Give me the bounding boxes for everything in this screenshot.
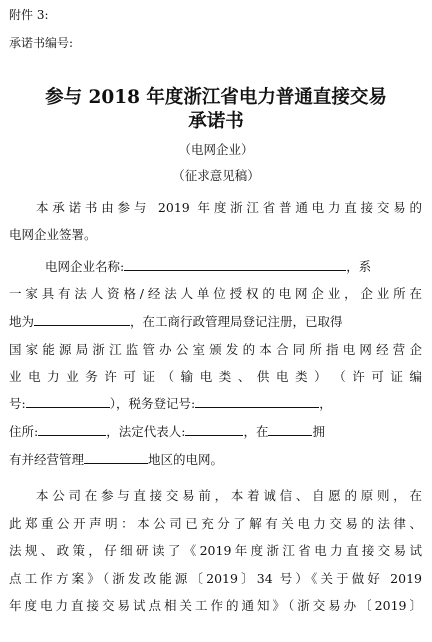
document-title-line1: 参与 2018 年度浙江省电力普通直接交易 — [45, 87, 387, 108]
statement-line-5: 年度电力直接交易试点相关工作的通知》（浙交易办〔2019〕 — [9, 598, 422, 613]
tax-number-blank[interactable] — [195, 395, 319, 408]
company-line-6 — [9, 395, 425, 413]
tax-number-label: ），税务登记号: — [109, 396, 196, 411]
operate-region-blank[interactable] — [84, 451, 148, 464]
company-line-2: 一家具有法人资格/经法人单位授权的电网企业，企业所在 — [9, 286, 422, 301]
statement-line-2: 此郑重公开声明：本公司已充分了解有关电力交易的法律、 — [9, 516, 422, 531]
location-label: 地为 — [9, 314, 35, 329]
license-number-blank[interactable] — [26, 395, 110, 408]
located-label: ，在 — [243, 424, 269, 439]
statement-line-3: 法规、政策，仔细研读了《2019年度浙江省电力直接交易试 — [9, 543, 422, 558]
intro-line-1: 本承诺书由参与 2019 年度浙江省普通电力直接交易的 — [36, 200, 422, 215]
company-line-6-tail: ， — [319, 396, 332, 411]
document-subtitle: （电网企业） — [178, 142, 254, 157]
legal-rep-blank[interactable] — [185, 423, 243, 436]
region-blank[interactable] — [268, 423, 312, 436]
company-line-4: 国家能源局浙江监管办公室颁发的本合同所指电网经营企 — [9, 342, 422, 357]
company-line-7-tail: 拥 — [312, 424, 325, 439]
company-line-8-tail: 地区的电网。 — [148, 452, 224, 467]
location-blank[interactable] — [34, 313, 130, 326]
company-line-8 — [9, 451, 425, 469]
document-title-line2: 承诺书 — [188, 111, 244, 132]
company-line-3 — [9, 313, 425, 331]
company-line-5: 业 电 力 业 务 许 可 证 （ 输 电 类 、 供 电 类 ） （ 许 可 证 编 — [9, 369, 422, 384]
draft-note: （征求意见稿） — [172, 168, 260, 183]
address-blank[interactable] — [38, 423, 106, 436]
license-number-label: 号: — [9, 396, 26, 411]
legal-rep-label: ，法定代表人: — [106, 424, 186, 439]
company-line-1-tail: ，系 — [346, 259, 372, 274]
operate-label: 有并经营管理 — [9, 452, 85, 467]
company-line-7 — [9, 423, 425, 441]
company-name-blank[interactable] — [124, 258, 346, 271]
address-label: 住所: — [9, 424, 39, 439]
company-line-3-tail: ，在工商行政管理局登记注册，已取得 — [130, 314, 343, 329]
statement-line-4: 点工作方案》（浙发改能源〔2019〕34 号）《关于做好 2019 — [9, 571, 422, 586]
intro-line-2: 电网企业签署。 — [9, 227, 97, 242]
attachment-label: 附件 3: — [9, 8, 49, 22]
commitment-number-label: 承诺书编号: — [9, 36, 74, 50]
statement-line-1: 本公司在参与直接交易前，本着诚信、自愿的原则，在 — [36, 488, 422, 503]
company-line-1 — [45, 258, 425, 276]
company-name-label: 电网企业名称: — [45, 259, 125, 274]
